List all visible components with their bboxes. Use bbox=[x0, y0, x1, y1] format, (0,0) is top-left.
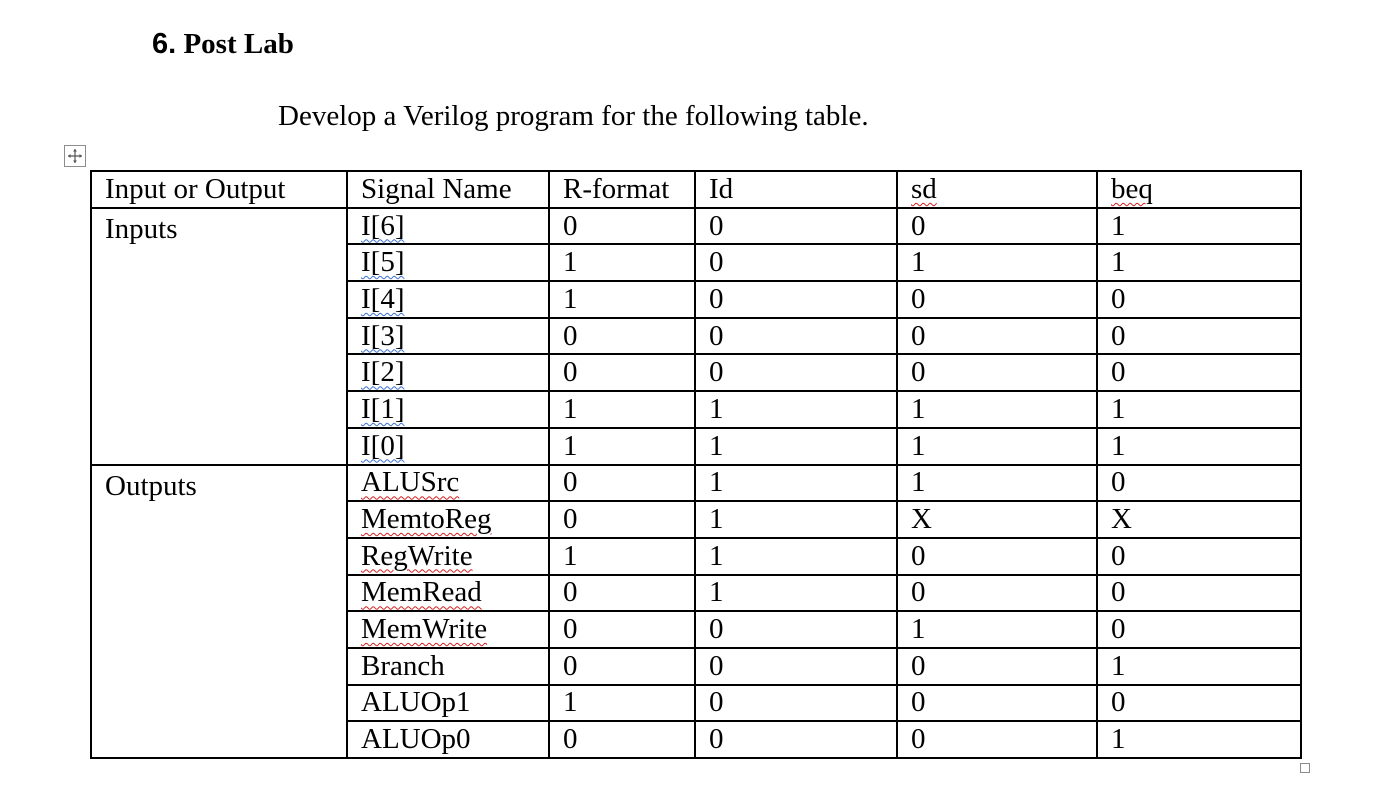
header-cell-id: Id bbox=[695, 171, 897, 208]
value-cell: 0 bbox=[897, 208, 1097, 245]
value-cell: 0 bbox=[1097, 575, 1301, 612]
value-cell: 0 bbox=[897, 354, 1097, 391]
value-cell: 1 bbox=[1097, 648, 1301, 685]
signal-name-text: I[4] bbox=[361, 282, 405, 315]
signal-name-text: ALUOp1 bbox=[361, 686, 471, 719]
signal-name-cell bbox=[347, 685, 549, 722]
value-cell: 0 bbox=[695, 648, 897, 685]
table-row bbox=[91, 208, 1301, 245]
header-beq-text: beq bbox=[1111, 172, 1153, 205]
value-cell: 0 bbox=[897, 575, 1097, 612]
value-cell: 0 bbox=[1097, 354, 1301, 391]
value-cell: 0 bbox=[1097, 281, 1301, 318]
signal-name-cell bbox=[347, 465, 549, 502]
value-cell: 1 bbox=[897, 611, 1097, 648]
signal-name-cell bbox=[347, 501, 549, 538]
value-cell: 1 bbox=[897, 428, 1097, 465]
header-cell-r-format: R-format bbox=[549, 171, 695, 208]
value-cell: 0 bbox=[549, 354, 695, 391]
value-cell: 0 bbox=[549, 208, 695, 245]
value-cell: 1 bbox=[549, 538, 695, 575]
value-cell: 0 bbox=[897, 281, 1097, 318]
value-cell: 0 bbox=[695, 281, 897, 318]
value-cell: X bbox=[897, 501, 1097, 538]
signal-name-text: I[5] bbox=[361, 246, 405, 279]
table-header-row bbox=[91, 171, 1301, 208]
value-cell: 1 bbox=[1097, 208, 1301, 245]
signal-name-cell bbox=[347, 281, 549, 318]
value-cell: 0 bbox=[897, 648, 1097, 685]
signal-name-cell bbox=[347, 611, 549, 648]
value-cell: 0 bbox=[695, 721, 897, 758]
value-cell: X bbox=[1097, 501, 1301, 538]
signal-name-text: I[1] bbox=[361, 392, 405, 425]
value-cell: 0 bbox=[549, 721, 695, 758]
header-cell-signal-name: Signal Name bbox=[347, 171, 549, 208]
signal-name-cell bbox=[347, 208, 549, 245]
value-cell: 1 bbox=[1097, 721, 1301, 758]
value-cell: 0 bbox=[1097, 685, 1301, 722]
signal-name-text: MemtoReg bbox=[361, 503, 492, 536]
value-cell: 1 bbox=[897, 244, 1097, 281]
value-cell: 0 bbox=[549, 465, 695, 502]
header-cell-input-output: Input or Output bbox=[91, 171, 347, 208]
value-cell: 1 bbox=[695, 391, 897, 428]
signal-name-cell bbox=[347, 391, 549, 428]
value-cell: 0 bbox=[549, 648, 695, 685]
value-cell: 1 bbox=[549, 685, 695, 722]
signal-name-cell bbox=[347, 575, 549, 612]
value-cell: 1 bbox=[695, 465, 897, 502]
value-cell: 0 bbox=[695, 208, 897, 245]
section-title: Post Lab bbox=[183, 28, 294, 60]
value-cell: 1 bbox=[695, 575, 897, 612]
value-cell: 1 bbox=[1097, 428, 1301, 465]
header-cell-beq bbox=[1097, 171, 1301, 208]
value-cell: 0 bbox=[897, 538, 1097, 575]
signal-name-text: MemRead bbox=[361, 576, 482, 609]
signal-name-cell bbox=[347, 244, 549, 281]
value-cell: 0 bbox=[695, 318, 897, 355]
instruction-text: Develop a Verilog program for the following table. bbox=[278, 100, 869, 132]
value-cell: 1 bbox=[549, 428, 695, 465]
table-resize-handle-icon[interactable] bbox=[1300, 763, 1310, 773]
signal-name-text: I[2] bbox=[361, 356, 405, 389]
value-cell: 0 bbox=[897, 318, 1097, 355]
signal-name-cell bbox=[347, 721, 549, 758]
signal-table bbox=[90, 170, 1302, 759]
signal-name-text: I[0] bbox=[361, 429, 405, 462]
value-cell: 0 bbox=[695, 611, 897, 648]
group-label-cell: Outputs bbox=[91, 465, 347, 759]
value-cell: 0 bbox=[549, 318, 695, 355]
value-cell: 0 bbox=[549, 501, 695, 538]
signal-name-text: I[3] bbox=[361, 319, 405, 352]
value-cell: 0 bbox=[1097, 611, 1301, 648]
value-cell: 1 bbox=[549, 244, 695, 281]
value-cell: 0 bbox=[695, 244, 897, 281]
table-move-handle-icon[interactable] bbox=[64, 145, 86, 167]
value-cell: 1 bbox=[695, 538, 897, 575]
signal-name-text: ALUSrc bbox=[361, 466, 460, 499]
header-sd-text: sd bbox=[911, 172, 937, 205]
signal-name-text: Branch bbox=[361, 649, 445, 682]
value-cell: 1 bbox=[897, 465, 1097, 502]
value-cell: 0 bbox=[549, 575, 695, 612]
signal-name-text: I[6] bbox=[361, 209, 405, 242]
value-cell: 0 bbox=[1097, 465, 1301, 502]
header-cell-sd bbox=[897, 171, 1097, 208]
value-cell: 0 bbox=[1097, 538, 1301, 575]
table-row bbox=[91, 465, 1301, 502]
value-cell: 0 bbox=[1097, 318, 1301, 355]
value-cell: 1 bbox=[1097, 391, 1301, 428]
signal-name-cell bbox=[347, 318, 549, 355]
value-cell: 0 bbox=[695, 354, 897, 391]
value-cell: 1 bbox=[1097, 244, 1301, 281]
signal-name-text: MemWrite bbox=[361, 613, 488, 646]
signal-name-text: RegWrite bbox=[361, 539, 473, 572]
value-cell: 1 bbox=[897, 391, 1097, 428]
value-cell: 0 bbox=[897, 685, 1097, 722]
section-heading bbox=[152, 28, 294, 61]
signal-name-cell bbox=[347, 428, 549, 465]
value-cell: 1 bbox=[695, 501, 897, 538]
value-cell: 1 bbox=[549, 281, 695, 318]
signal-name-text: ALUOp0 bbox=[361, 723, 471, 756]
value-cell: 1 bbox=[695, 428, 897, 465]
signal-name-cell bbox=[347, 648, 549, 685]
group-label-cell: Inputs bbox=[91, 208, 347, 465]
signal-name-cell bbox=[347, 354, 549, 391]
value-cell: 0 bbox=[897, 721, 1097, 758]
signal-name-cell bbox=[347, 538, 549, 575]
value-cell: 0 bbox=[549, 611, 695, 648]
value-cell: 0 bbox=[695, 685, 897, 722]
section-number: 6. bbox=[152, 28, 177, 60]
value-cell: 1 bbox=[549, 391, 695, 428]
